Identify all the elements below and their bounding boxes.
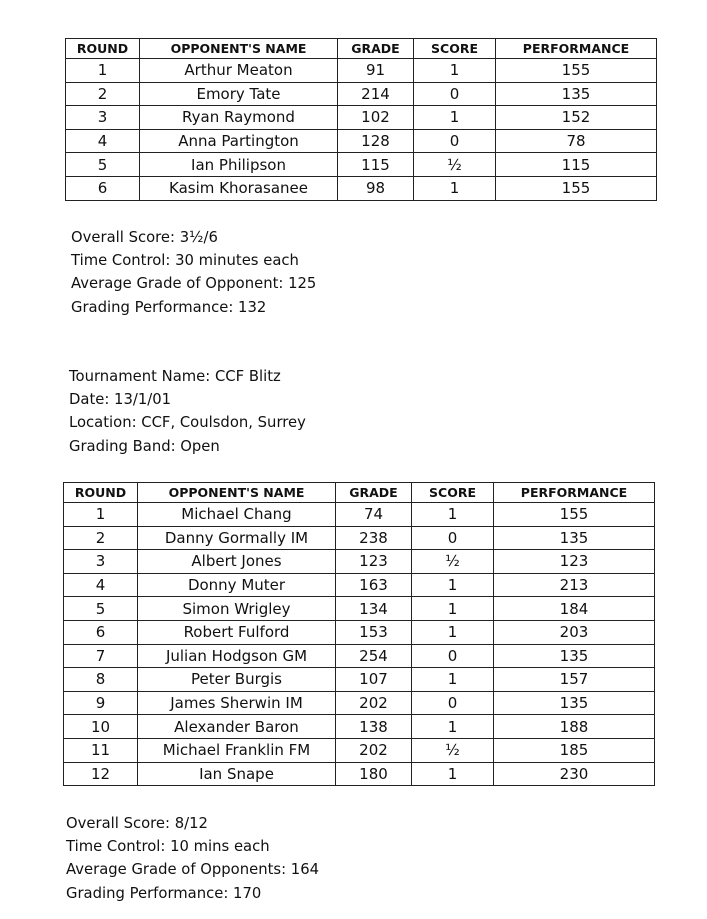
cell-score: 0 [414, 82, 496, 106]
results-table-2 [63, 482, 655, 786]
cell-performance: 185 [494, 738, 655, 762]
grading-band: Grading Band: Open [69, 437, 220, 455]
table-row [66, 59, 657, 83]
table-row [64, 738, 655, 762]
cell-round: 9 [64, 691, 138, 715]
average-grade: Average Grade of Opponents: 164 [66, 861, 320, 879]
cell-performance: 155 [496, 59, 657, 83]
cell-opponent-name: Peter Burgis [138, 668, 336, 692]
cell-round: 2 [66, 82, 140, 106]
cell-opponent-name: Emory Tate [140, 82, 338, 106]
time-control: Time Control: 30 minutes each [71, 252, 299, 270]
cell-performance: 188 [494, 715, 655, 739]
summary-block-1 [71, 226, 316, 319]
table-body [64, 503, 655, 786]
cell-round: 1 [66, 59, 140, 83]
table-row [64, 715, 655, 739]
cell-round: 11 [64, 738, 138, 762]
cell-grade: 202 [336, 738, 412, 762]
table-row [64, 668, 655, 692]
cell-grade: 102 [338, 106, 414, 130]
cell-grade: 180 [336, 762, 412, 786]
table-header-row [66, 39, 657, 59]
cell-score: 1 [414, 59, 496, 83]
cell-opponent-name: James Sherwin IM [138, 691, 336, 715]
cell-opponent-name: Ian Snape [138, 762, 336, 786]
cell-opponent-name: Kasim Khorasanee [140, 176, 338, 200]
cell-performance: 135 [494, 526, 655, 550]
cell-round: 10 [64, 715, 138, 739]
cell-round: 3 [64, 550, 138, 574]
cell-grade: 153 [336, 620, 412, 644]
cell-opponent-name: Robert Fulford [138, 620, 336, 644]
cell-score: 1 [414, 106, 496, 130]
tournament-location: Location: CCF, Coulsdon, Surrey [69, 414, 306, 432]
cell-opponent-name: Julian Hodgson GM [138, 644, 336, 668]
cell-opponent-name: Arthur Meaton [140, 59, 338, 83]
cell-score: 1 [412, 668, 494, 692]
summary-block-2 [66, 812, 319, 905]
cell-performance: 155 [496, 176, 657, 200]
cell-opponent-name: Anna Partington [140, 129, 338, 153]
cell-round: 4 [64, 573, 138, 597]
table-row [66, 106, 657, 130]
cell-grade: 163 [336, 573, 412, 597]
cell-opponent-name: Simon Wrigley [138, 597, 336, 621]
cell-score: 1 [412, 762, 494, 786]
cell-score: ½ [412, 738, 494, 762]
cell-score: 1 [412, 503, 494, 527]
cell-grade: 202 [336, 691, 412, 715]
cell-round: 7 [64, 644, 138, 668]
table-row [64, 762, 655, 786]
header-opponent-name: OPPONENT'S NAME [140, 39, 338, 59]
header-score: SCORE [414, 39, 496, 59]
cell-score: 0 [412, 691, 494, 715]
cell-performance: 123 [494, 550, 655, 574]
overall-score: Overall Score: 8/12 [66, 815, 208, 832]
cell-grade: 134 [336, 597, 412, 621]
cell-performance: 230 [494, 762, 655, 786]
cell-grade: 91 [338, 59, 414, 83]
table-row [66, 153, 657, 177]
cell-grade: 74 [336, 503, 412, 527]
cell-round: 6 [64, 620, 138, 644]
header-round: ROUND [64, 483, 138, 503]
table-header-row [64, 483, 655, 503]
cell-score: 0 [412, 526, 494, 550]
overall-score: Overall Score: 3½/6 [71, 229, 218, 246]
cell-score: 0 [412, 644, 494, 668]
cell-opponent-name: Danny Gormally IM [138, 526, 336, 550]
cell-opponent-name: Ian Philipson [140, 153, 338, 177]
cell-round: 4 [66, 129, 140, 153]
cell-performance: 203 [494, 620, 655, 644]
tournament-name: Tournament Name: CCF Blitz [69, 368, 281, 385]
grading-performance: Grading Performance: 170 [66, 884, 262, 902]
cell-grade: 98 [338, 176, 414, 200]
cell-opponent-name: Donny Muter [138, 573, 336, 597]
table-row [64, 503, 655, 527]
cell-performance: 115 [496, 153, 657, 177]
cell-round: 6 [66, 176, 140, 200]
header-performance: PERFORMANCE [496, 39, 657, 59]
cell-opponent-name: Alexander Baron [138, 715, 336, 739]
header-score: SCORE [412, 483, 494, 503]
table-body [66, 59, 657, 201]
cell-grade: 238 [336, 526, 412, 550]
cell-score: ½ [412, 550, 494, 574]
cell-performance: 135 [494, 644, 655, 668]
cell-score: ½ [414, 153, 496, 177]
table-row [64, 526, 655, 550]
cell-opponent-name: Albert Jones [138, 550, 336, 574]
table-row [66, 176, 657, 200]
cell-grade: 123 [336, 550, 412, 574]
cell-grade: 115 [338, 153, 414, 177]
header-grade: GRADE [336, 483, 412, 503]
table-row [64, 644, 655, 668]
cell-opponent-name: Ryan Raymond [140, 106, 338, 130]
tournament-date: Date: 13/1/01 [69, 391, 172, 409]
cell-grade: 214 [338, 82, 414, 106]
cell-performance: 78 [496, 129, 657, 153]
cell-round: 1 [64, 503, 138, 527]
cell-opponent-name: Michael Chang [138, 503, 336, 527]
cell-performance: 135 [494, 691, 655, 715]
table-row [64, 620, 655, 644]
table-row [66, 82, 657, 106]
cell-performance: 135 [496, 82, 657, 106]
average-grade: Average Grade of Opponent: 125 [71, 275, 317, 293]
table-row [64, 597, 655, 621]
header-round: ROUND [66, 39, 140, 59]
cell-round: 3 [66, 106, 140, 130]
table-row [64, 691, 655, 715]
cell-performance: 152 [496, 106, 657, 130]
results-table-1 [65, 38, 657, 201]
cell-round: 12 [64, 762, 138, 786]
cell-performance: 155 [494, 503, 655, 527]
cell-score: 1 [412, 715, 494, 739]
tournament-info-block [69, 365, 306, 458]
cell-round: 5 [64, 597, 138, 621]
cell-performance: 184 [494, 597, 655, 621]
header-grade: GRADE [338, 39, 414, 59]
cell-score: 1 [412, 620, 494, 644]
header-performance: PERFORMANCE [494, 483, 655, 503]
cell-round: 5 [66, 153, 140, 177]
cell-score: 1 [412, 597, 494, 621]
cell-performance: 213 [494, 573, 655, 597]
cell-round: 8 [64, 668, 138, 692]
cell-round: 2 [64, 526, 138, 550]
cell-grade: 128 [338, 129, 414, 153]
time-control: Time Control: 10 mins each [66, 838, 270, 856]
cell-score: 0 [414, 129, 496, 153]
cell-grade: 107 [336, 668, 412, 692]
table-row [66, 129, 657, 153]
table-row [64, 573, 655, 597]
cell-score: 1 [414, 176, 496, 200]
header-opponent-name: OPPONENT'S NAME [138, 483, 336, 503]
grading-performance: Grading Performance: 132 [71, 298, 267, 316]
table-row [64, 550, 655, 574]
cell-grade: 254 [336, 644, 412, 668]
cell-opponent-name: Michael Franklin FM [138, 738, 336, 762]
cell-grade: 138 [336, 715, 412, 739]
cell-performance: 157 [494, 668, 655, 692]
cell-score: 1 [412, 573, 494, 597]
